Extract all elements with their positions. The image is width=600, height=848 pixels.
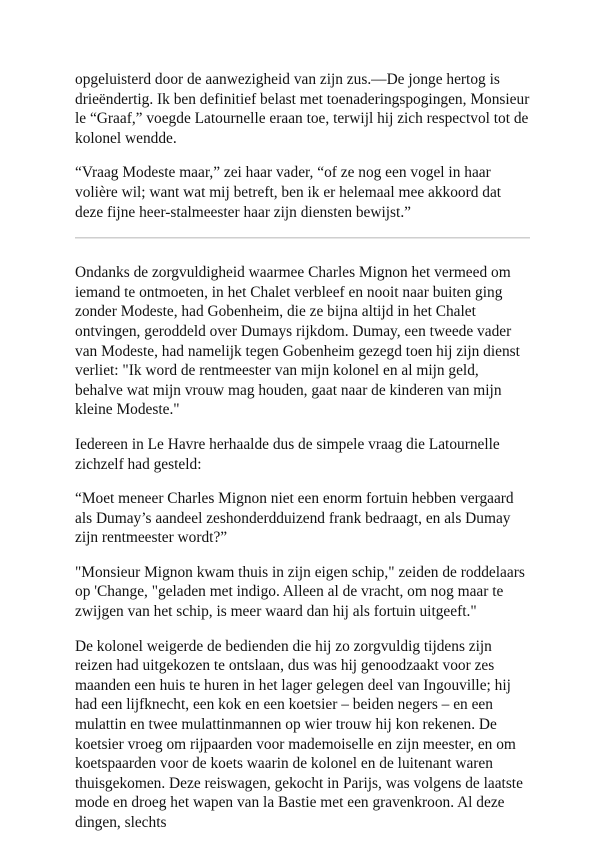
paragraph: “Moet meneer Charles Mignon niet een enorm fortuin hebben vergaard als Dumay’s aandeel zeshonderdduizend frank bedraagt, en als Dumay zijn rentmeester wordt?” (75, 490, 514, 547)
document-page (75, 70, 530, 848)
paragraph: Iedereen in Le Havre herhaalde dus de simpele vraag die Latournelle zichzelf had gesteld: (75, 435, 500, 473)
paragraph: “Vraag Modeste maar,” zei haar vader, “of ze nog een vogel in haar volière wil; want wat mij betreft, ben ik er helemaal mee akkoord dat deze fijne heer-stalmeester haar zijn diensten bewijst.” (75, 164, 502, 221)
paragraph: opgeluisterd door de aanwezigheid van zijn zus.—De jonge hertog is drieëndertig. Ik ben definitief belast met toenaderingspogingen, Monsieur le “Graaf,” voegde Latournelle eraan toe, terwijl hij zich respectvol tot de kolonel wendde. (75, 71, 530, 147)
section-divider (75, 237, 530, 239)
paragraph: Ondanks de zorgvuldigheid waarmee Charles Mignon het vermeed om iemand te ontmoeten, in het Chalet verbleef en nooit naar buiten ging zonder Modeste, had Gobenheim, die ze bijna altijd in het Chalet ontvingen, geroddeld over Dumays rijkdom. Dumay, een tweede vader van Modeste, had namelijk tegen Gobenheim gezegd toen hij zijn dienst verliet: "Ik word de rentmeester van mijn kolonel en al mijn geld, behalve wat mijn vrouw mag houden, gaat naar de kinderen van mijn kleine Modeste." (75, 264, 520, 419)
paragraph: "Monsieur Mignon kwam thuis in zijn eigen schip," zeiden de roddelaars op 'Change, "geladen met indigo. Alleen al de vracht, om nog maar te zwijgen van het schip, is meer waard dan hij als fortuin uitgeeft." (75, 563, 525, 621)
paragraph: De kolonel weigerde de bedienden die hij zo zorgvuldig tijdens zijn reizen had uitgekozen te ontslaan, dus was hij genoodzaakt voor zes maanden een huis te huren in het lager gelegen deel van Ingouville; hij had een lijfknecht, een kok en een koetsier – beiden negers – en een mulattin en twee mulattinmannen op wier trouw hij kon rekenen. De koetsier vroeg om rijpaarden voor mademoiselle en zijn meester, en om koetspaarden voor de koets waarin de kolonel en de luitenant waren thuisgekomen. Deze reiswagen, gekocht in Parijs, was volgens de laatste mode en droeg het wapen van la Bastie met een gravenkroon. Al deze dingen, slechts (75, 637, 523, 831)
